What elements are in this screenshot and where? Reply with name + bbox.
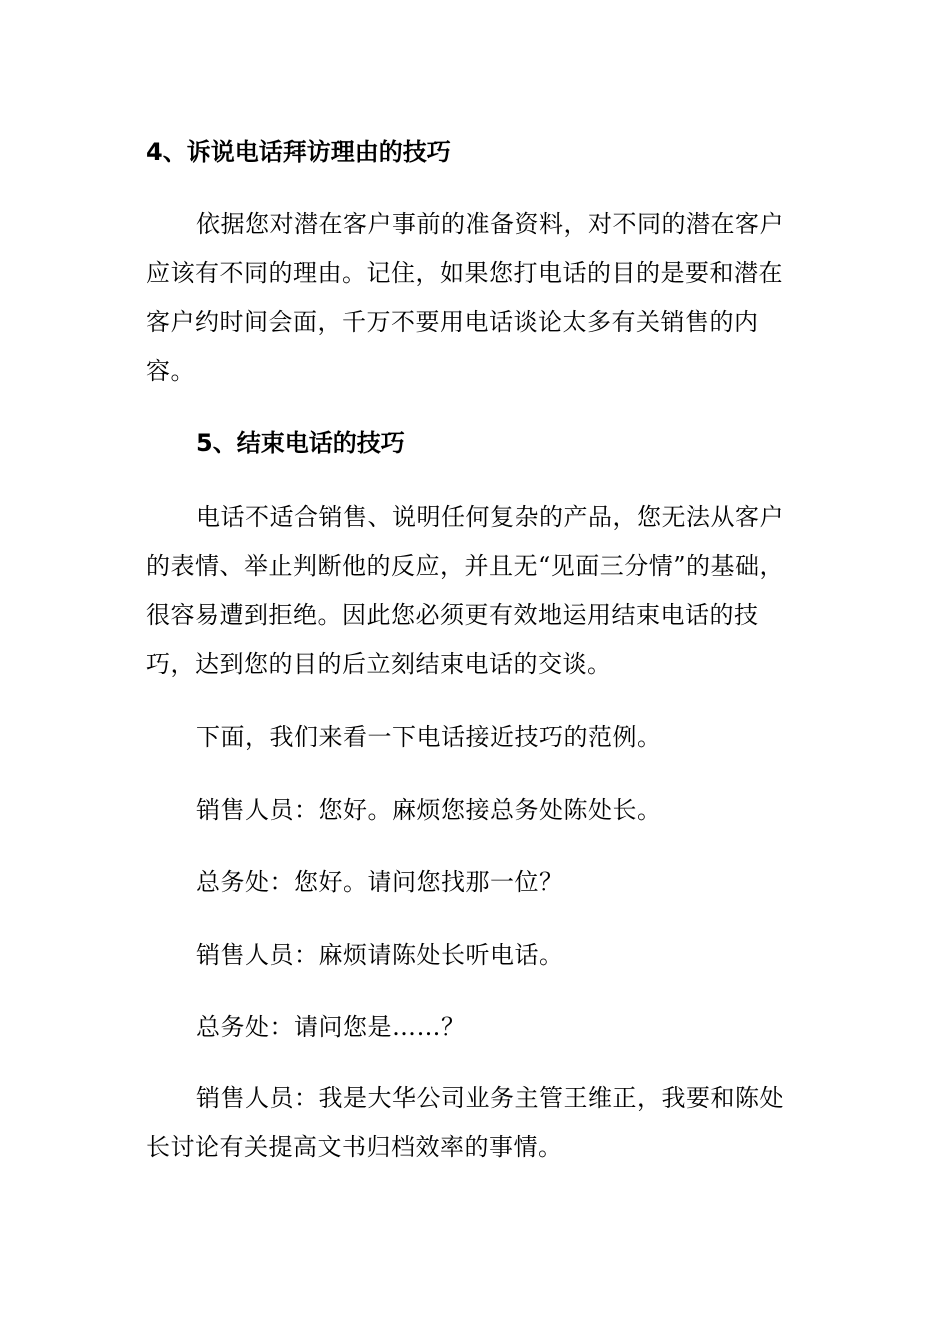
example-intro: 下面，我们来看一下电话接近技巧的范例。 <box>196 723 662 751</box>
section-4-paragraph: 依据您对潜在客户事前的准备资料，对不同的潜在客户应该有不同的理由。记住，如果您打电话的目的是要和潜在客户约时间会面，千万不要用电话谈论太多有关销售的内容。 <box>146 210 784 385</box>
dialogue-line: 销售人员：您好。麻烦您接总务处陈处长。 <box>196 796 662 824</box>
dialogue-line: 总务处：请问您是……？ <box>196 1013 466 1041</box>
section-heading-4: 4、诉说电话拜访理由的技巧 <box>146 138 451 166</box>
section-heading-5: 5、结束电话的技巧 <box>196 429 405 457</box>
dialogue-final-paragraph: 销售人员：我是大华公司业务主管王维正，我要和陈处长讨论有关提高文书归档效率的事情。 <box>146 1084 784 1161</box>
dialogue-line: 销售人员：麻烦请陈处长听电话。 <box>196 941 564 969</box>
dialogue-line: 总务处：您好。请问您找那一位？ <box>196 868 564 896</box>
section-5-paragraph: 电话不适合销售、说明任何复杂的产品，您无法从客户的表情、举止判断他的反应，并且无“见面三分情”的基础，很容易遭到拒绝。因此您必须更有效地运用结束电话的技巧，达到您的目的后立刻结束电话的交谈。 <box>146 503 785 678</box>
